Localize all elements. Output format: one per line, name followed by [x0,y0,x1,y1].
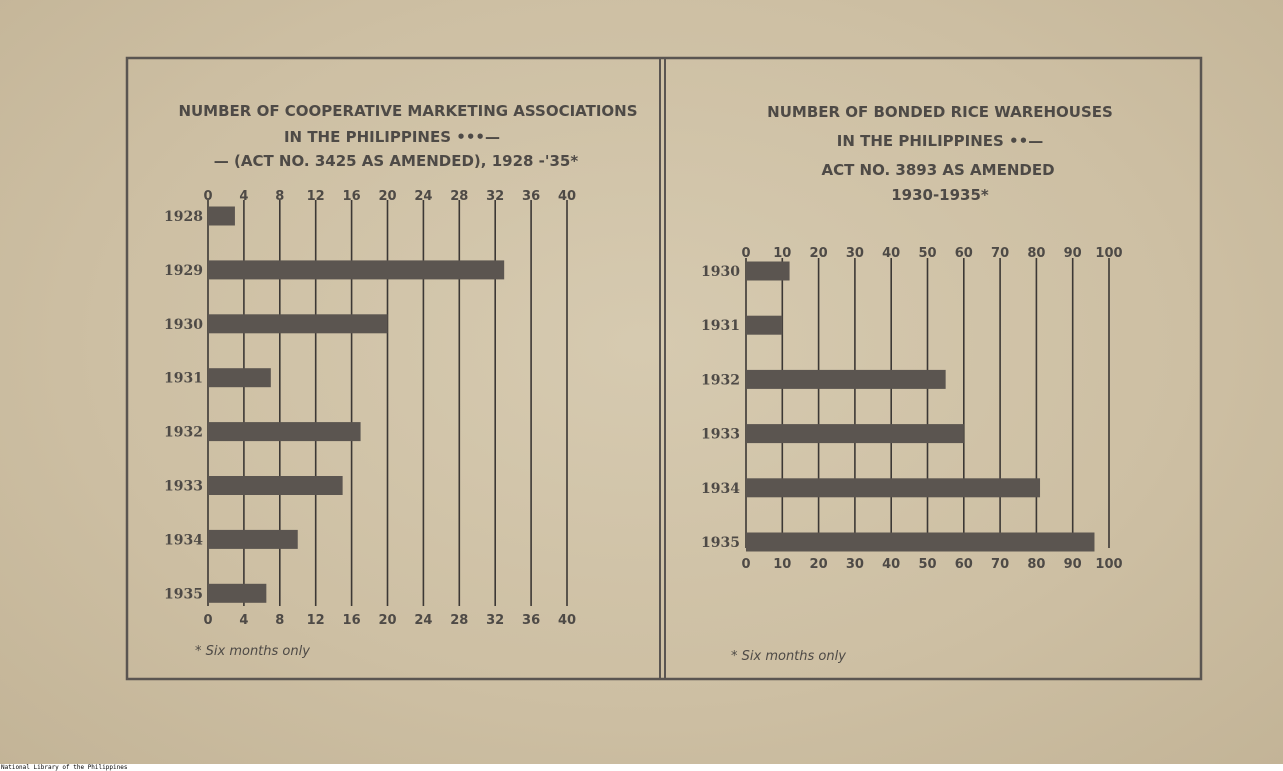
bar-1930 [208,314,388,333]
x-tick-label: 40 [557,613,577,628]
bar-1931 [208,368,271,387]
x-tick-label: 40 [557,189,577,204]
category-label: 1931 [701,318,740,335]
chart-title [178,102,637,170]
chart-cooperative-associations [164,102,638,659]
footnote: * Six months only [195,644,310,659]
x-tick-label: 8 [275,189,285,204]
x-tick-label: 20 [378,613,397,628]
grid-lines [746,258,1109,548]
category-label: 1929 [164,262,203,279]
category-label: 1935 [164,586,203,603]
title-line-3: — (ACT NO. 3425 AS AMENDED), 1928 -'35* [213,152,579,170]
category-labels [164,209,203,602]
source-footer: National Library of the Philippines [0,764,1283,771]
x-tick-label: 60 [954,246,973,261]
x-tick-label: 12 [306,613,325,628]
category-label: 1935 [701,535,740,551]
x-tick-label: 36 [522,613,541,628]
footnote: * Six months only [731,649,846,664]
bar-1934 [208,530,298,549]
bar-1929 [208,260,504,279]
x-tick-label: 70 [991,557,1010,572]
x-tick-label: 40 [882,557,901,572]
category-label: 1934 [164,532,203,549]
x-tick-label: 16 [342,613,361,628]
x-tick-labels-top [203,189,576,204]
x-tick-label: 40 [882,246,901,261]
x-tick-label: 24 [414,613,433,628]
x-tick-label: 8 [275,613,285,628]
x-tick-label: 50 [918,557,937,572]
title-line-4: 1930-1935* [891,186,989,204]
x-tick-label: 20 [809,557,828,572]
x-tick-label: 16 [342,189,361,204]
x-tick-label: 4 [239,189,249,204]
x-tick-label: 0 [203,189,213,204]
x-tick-label: 32 [486,613,505,628]
bar-1932 [746,370,946,389]
x-tick-label: 12 [306,189,325,204]
x-tick-label: 90 [1063,246,1082,261]
title-line-1: NUMBER OF BONDED RICE WAREHOUSES [767,103,1113,121]
bar-1931 [746,316,782,335]
bar-1928 [208,207,235,226]
category-label: 1933 [164,478,203,495]
bar-1933 [746,424,964,443]
x-tick-label: 0 [741,246,751,261]
x-tick-label: 100 [1095,246,1123,261]
x-tick-label: 80 [1027,557,1046,572]
category-labels [701,264,740,551]
bar-1930 [746,262,790,281]
x-tick-label: 50 [918,246,937,261]
x-tick-label: 0 [741,557,751,572]
x-tick-label: 100 [1095,557,1123,572]
x-tick-label: 30 [845,557,864,572]
x-tick-label: 80 [1027,246,1046,261]
title-line-2: IN THE PHILIPPINES ••— [836,132,1044,150]
x-tick-label: 10 [773,246,792,261]
x-tick-label: 24 [414,189,433,204]
x-tick-label: 30 [845,246,864,261]
title-line-2: IN THE PHILIPPINES •••— [283,128,501,146]
x-tick-label: 20 [378,189,397,204]
x-tick-label: 60 [954,557,973,572]
x-tick-label: 4 [239,613,249,628]
x-tick-label: 0 [203,613,213,628]
category-label: 1930 [701,264,740,280]
bar-1933 [208,476,343,495]
x-tick-label: 70 [991,246,1010,261]
x-tick-label: 36 [522,189,541,204]
title-line-1: NUMBER OF COOPERATIVE MARKETING ASSOCIATIONS [178,102,638,120]
x-tick-label: 32 [486,189,505,204]
x-tick-label: 28 [450,189,469,204]
bar-1935 [746,533,1094,552]
chart-rice-warehouses [701,103,1123,664]
category-label: 1932 [164,424,203,441]
x-tick-label: 28 [450,613,469,628]
x-tick-label: 20 [809,246,828,261]
category-label: 1928 [164,209,203,225]
category-label: 1932 [701,372,740,389]
chart-title [767,103,1113,204]
category-label: 1931 [164,370,203,387]
title-line-3: ACT NO. 3893 AS AMENDED [821,161,1055,179]
bar-1932 [208,422,361,441]
x-tick-label: 10 [773,557,792,572]
bar-1935 [208,584,266,603]
category-label: 1934 [701,480,740,497]
x-tick-label: 90 [1063,557,1082,572]
x-tick-labels-bottom [741,557,1122,572]
bars [746,262,1094,552]
bar-1934 [746,478,1040,497]
category-label: 1933 [701,426,740,443]
x-tick-labels-bottom [203,613,576,628]
category-label: 1930 [164,316,203,333]
x-tick-labels-top [741,246,1122,261]
